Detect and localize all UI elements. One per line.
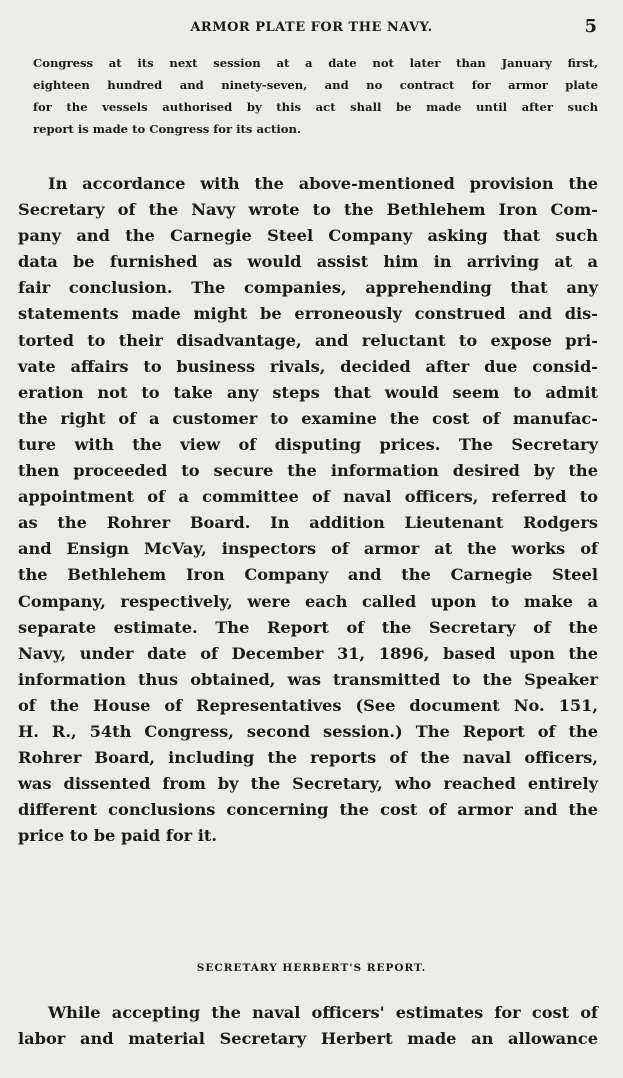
text-line: statements made might be erroneously construed and dis- bbox=[18, 304, 598, 324]
text-line: Rohrer Board, including the reports of the naval officers, bbox=[18, 748, 598, 768]
text-line: appointment of a committee of naval officers, referred to bbox=[18, 487, 598, 507]
text-line: Navy, under date of December 31, 1896, based upon the bbox=[18, 643, 598, 663]
page-header bbox=[0, 16, 623, 40]
text-line: was dissented from by the Secretary, who reached entirely bbox=[18, 774, 598, 794]
text-line: vate affairs to business rivals, decided after due consid- bbox=[18, 356, 598, 376]
text-line: labor and material Secretary Herbert made an allowance bbox=[18, 1029, 598, 1049]
text-line: Company, respectively, were each called upon to make a bbox=[18, 591, 598, 611]
paragraph-2 bbox=[18, 1000, 598, 1052]
quoted-provision bbox=[33, 52, 598, 140]
running-title: ARMOR PLATE FOR THE NAVY. bbox=[190, 20, 433, 35]
text-line: ture with the view of disputing prices. The Secretary bbox=[18, 434, 598, 454]
text-line: Secretary of the Navy wrote to the Bethlehem Iron Com- bbox=[18, 200, 598, 220]
text-line: In accordance with the above-mentioned provision the bbox=[48, 174, 598, 193]
text-line: report is made to Congress for its action. bbox=[33, 122, 302, 136]
text-line: separate estimate. The Report of the Secretary of the bbox=[18, 617, 598, 637]
text-line: then proceeded to secure the information desired by the bbox=[18, 461, 598, 481]
text-line: for the vessels authorised by this act shall be made until after such bbox=[33, 100, 598, 114]
text-line: and Ensign McVay, inspectors of armor at the works of bbox=[18, 539, 598, 559]
text-line: different conclusions concerning the cost of armor and the bbox=[18, 800, 598, 820]
text-line: fair conclusion. The companies, apprehending that any bbox=[18, 278, 598, 298]
page-number: 5 bbox=[584, 16, 597, 37]
text-line: torted to their disadvantage, and reluctant to expose pri- bbox=[18, 330, 598, 350]
text-line: information thus obtained, was transmitted to the Speaker bbox=[18, 669, 598, 689]
text-line: the right of a customer to examine the cost of manufac- bbox=[18, 408, 598, 428]
paragraph-1 bbox=[18, 171, 598, 849]
text-line: eighteen hundred and ninety-seven, and no contract for armor plate bbox=[33, 78, 598, 92]
text-line: H. R., 54th Congress, second session.) The Report of the bbox=[18, 721, 598, 741]
text-line: data be furnished as would assist him in arriving at a bbox=[18, 252, 598, 272]
text-line: price to be paid for it. bbox=[18, 826, 218, 846]
text-line: eration not to take any steps that would seem to admit bbox=[18, 382, 598, 402]
text-line: of the House of Representatives (See document No. 151, bbox=[18, 695, 598, 715]
text-line: While accepting the naval officers' estimates for cost of bbox=[48, 1003, 598, 1022]
text-line: the Bethlehem Iron Company and the Carnegie Steel bbox=[18, 565, 598, 585]
text-line: as the Rohrer Board. In addition Lieutenant Rodgers bbox=[18, 513, 598, 533]
text-line: pany and the Carnegie Steel Company asking that such bbox=[18, 226, 598, 246]
section-heading: SECRETARY HERBERT'S REPORT. bbox=[196, 962, 427, 974]
text-line: Congress at its next session at a date not later than January first, bbox=[33, 56, 598, 70]
